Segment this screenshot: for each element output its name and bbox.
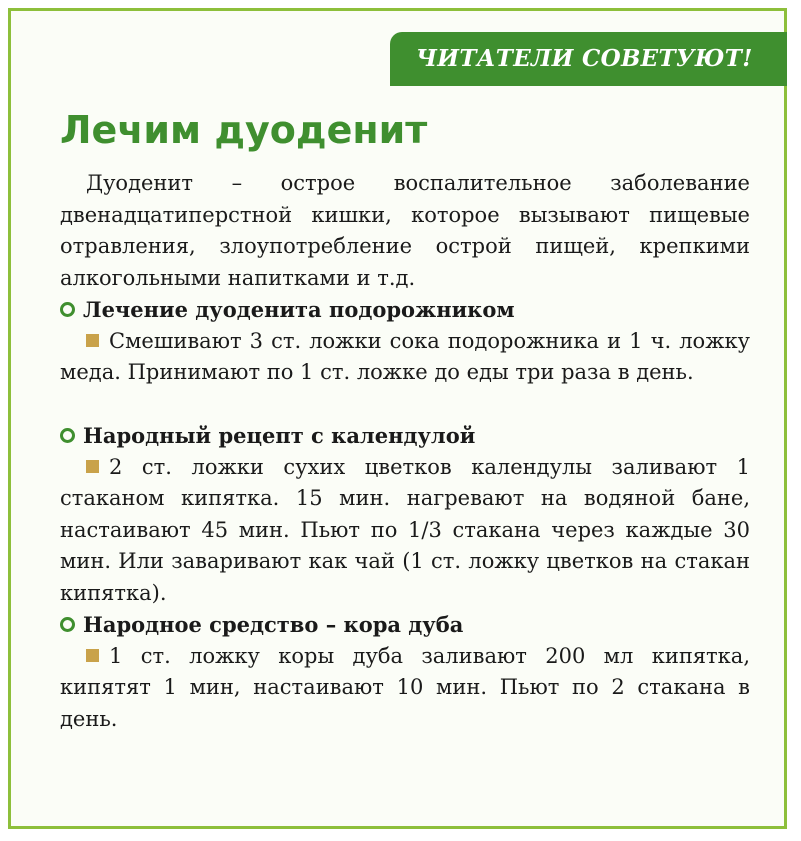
- spacer: [60, 389, 750, 421]
- section-text-content: 2 ст. ложки сухих цветков календулы заливают 1 стаканом кипятка. 15 мин. нагревают на водяной бане, настаивают 45 мин. Пьют по 1/3 стакана через каждые 30 мин. Или заваривают как чай (1 ст. ложку цветков на стакан кипятка).: [60, 454, 750, 605]
- section-heading-text: Народный рецепт с календулой: [83, 423, 476, 448]
- section-text: [60, 452, 750, 610]
- section-text: [60, 326, 750, 389]
- section-heading-text: Лечение дуоденита подорожником: [83, 297, 515, 322]
- intro-paragraph: Дуоденит – острое воспалительное заболевание двенадцатиперстной кишки, которое вызывают пищевые отравления, злоупотребление острой пищей, крепкими алкогольными напитками и т.д.: [60, 171, 750, 290]
- section-heading: [60, 609, 750, 641]
- square-bullet-icon: [86, 649, 99, 662]
- circle-bullet-icon: [60, 302, 75, 317]
- article-body: [60, 168, 750, 735]
- article-title: Лечим дуоденит: [60, 108, 428, 152]
- section-heading-text: Народное средство – кора дуба: [83, 612, 464, 637]
- circle-bullet-icon: [60, 617, 75, 632]
- section-text: [60, 641, 750, 736]
- section-heading: [60, 294, 750, 326]
- section-heading: [60, 420, 750, 452]
- circle-bullet-icon: [60, 428, 75, 443]
- section-text-content: 1 ст. ложку коры дуба заливают 200 мл кипятка, кипятят 1 мин, настаивают 10 мин. Пьют по 2 стакана в день.: [60, 643, 750, 731]
- section-text-content: Смешивают 3 ст. ложки сока подорожника и 1 ч. ложку меда. Принимают по 1 ст. ложке до еды три раза в день.: [60, 328, 750, 384]
- section-banner: ЧИТАТЕЛИ СОВЕТУЮТ!: [390, 32, 787, 86]
- square-bullet-icon: [86, 460, 99, 473]
- square-bullet-icon: [86, 334, 99, 347]
